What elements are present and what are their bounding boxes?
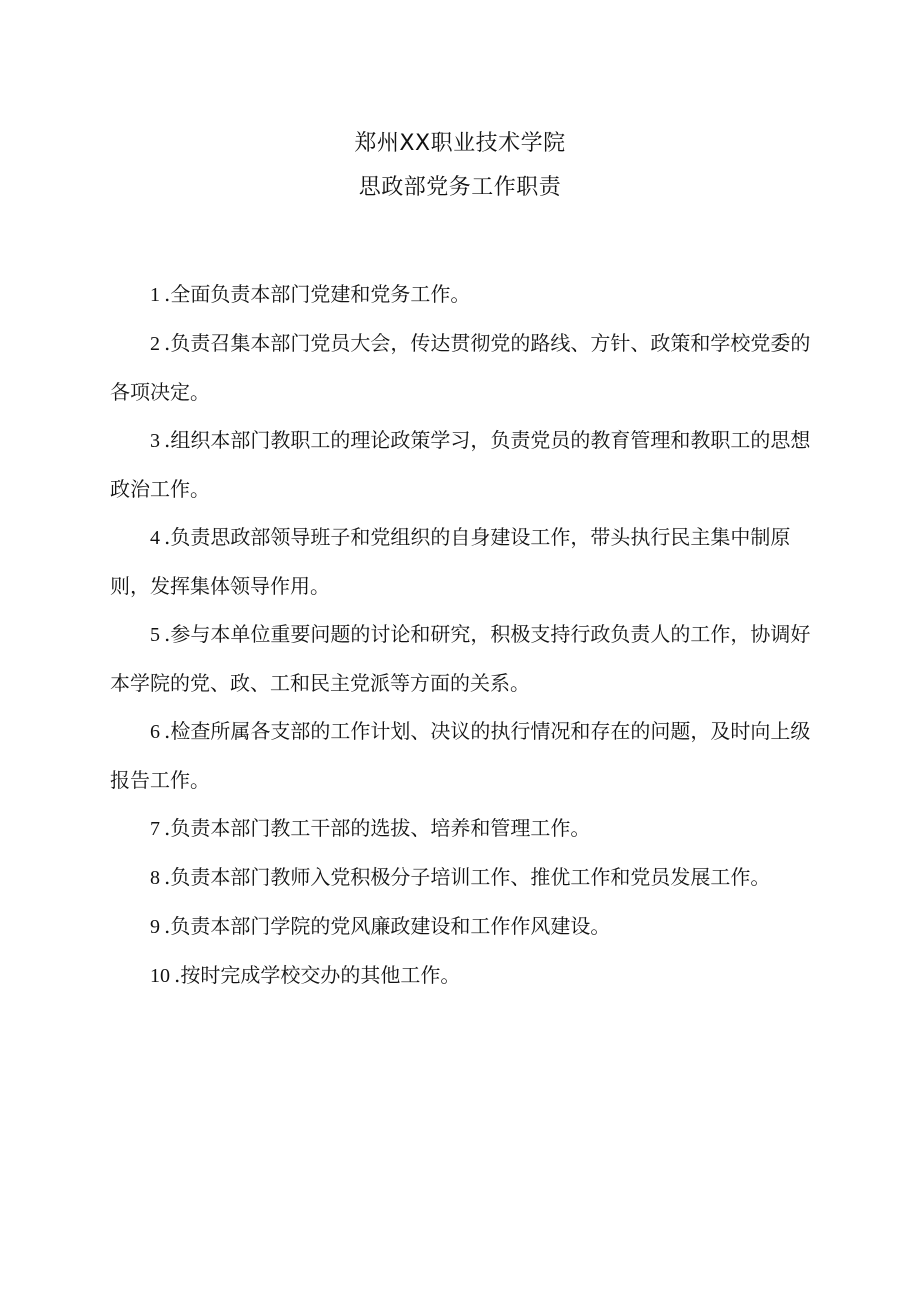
- item-number: 7: [150, 818, 160, 840]
- list-item: [110, 707, 820, 804]
- item-text: .负责本部门教师入党积极分子培训工作、推优工作和党员发展工作。: [164, 865, 771, 889]
- list-item: [110, 804, 820, 853]
- list-item: [110, 416, 820, 513]
- item-number: 5: [150, 624, 160, 646]
- item-number: 10: [150, 965, 170, 987]
- item-text: .负责本部门教工干部的选拔、培养和管理工作。: [164, 816, 591, 840]
- duties-list: [110, 270, 820, 1000]
- list-item: [110, 902, 820, 951]
- list-item: [110, 270, 820, 319]
- item-number: 1: [150, 284, 160, 306]
- item-number: 9: [150, 916, 160, 938]
- item-number: 2: [150, 333, 160, 355]
- item-number: 3: [150, 430, 160, 452]
- list-item: [110, 319, 820, 416]
- document-title: 郑州XX职业技术学院: [354, 131, 566, 156]
- item-text: .按时完成学校交办的其他工作。: [174, 963, 461, 987]
- item-text: .全面负责本部门党建和党务工作。: [164, 282, 471, 306]
- item-number: 4: [150, 527, 160, 549]
- document-subtitle: 思政部党务工作职责: [358, 175, 562, 200]
- item-text: .负责思政部领导班子和党组织的自身建设工作，带头执行民主集中制原则，发挥集体领导作用。: [110, 525, 791, 598]
- list-item: [110, 610, 820, 707]
- list-item: [110, 853, 820, 902]
- item-text: .参与本单位重要问题的讨论和研究，积极支持行政负责人的工作，协调好本学院的党、政、工和民主党派等方面的关系。: [110, 622, 811, 695]
- item-text: .组织本部门教职工的理论政策学习，负责党员的教育管理和教职工的思想政治工作。: [110, 428, 811, 501]
- list-item: [110, 513, 820, 610]
- item-text: .负责本部门学院的党风廉政建设和工作作风建设。: [164, 914, 611, 938]
- item-number: 6: [150, 721, 160, 743]
- list-item: [110, 951, 820, 1000]
- item-number: 8: [150, 867, 160, 889]
- title-block: [0, 122, 920, 210]
- item-text: .检查所属各支部的工作计划、决议的执行情况和存在的问题，及时向上级报告工作。: [110, 719, 811, 792]
- item-text: .负责召集本部门党员大会，传达贯彻党的路线、方针、政策和学校党委的各项决定。: [110, 331, 811, 404]
